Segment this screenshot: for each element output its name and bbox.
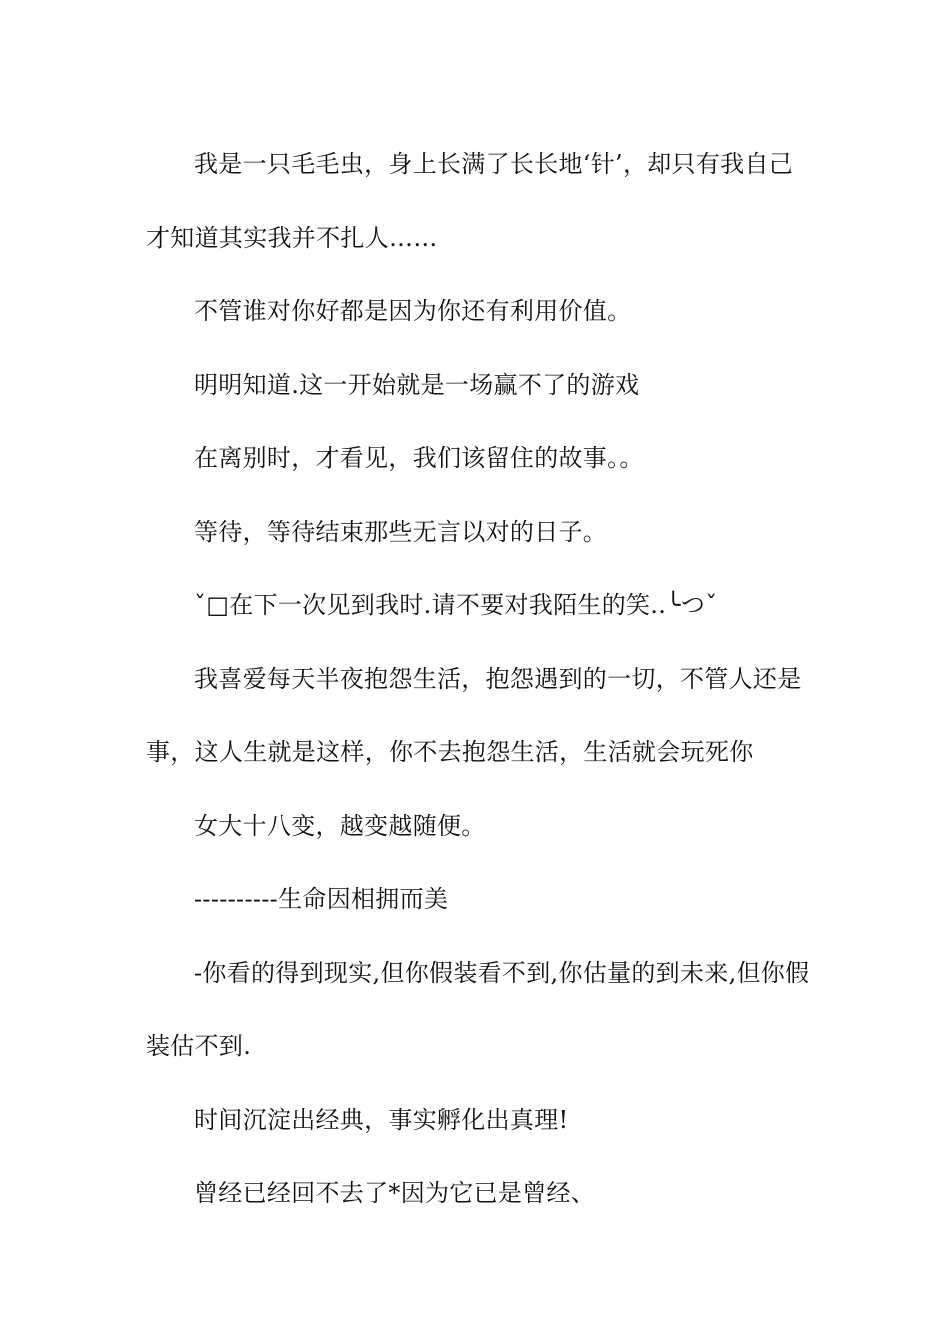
paragraph: 曾经已经回不去了*因为它已是曾经、 xyxy=(194,1179,596,1207)
paragraph: -你看的得到现实,但你假装看不到,你估量的到未来,但你假装估不到. xyxy=(146,958,810,1060)
paragraph: 在离别时，才看见，我们该留住的故事。。 xyxy=(194,444,644,472)
paragraph: 不管谁对你好都是因为你还有利用价值。 xyxy=(194,297,632,325)
document-body xyxy=(146,128,816,1231)
paragraph: 我是一只毛毛虫，身上长满了长长地‘针’，却只有我自己才知道其实我并不扎人…… xyxy=(146,150,794,252)
paragraph: 时间沉淀出经典，事实孵化出真理! xyxy=(194,1105,569,1134)
paragraph: 明明知道.这一开始就是一场赢不了的游戏 xyxy=(194,370,640,399)
paragraph: 等待，等待结束那些无言以对的日子。 xyxy=(194,517,608,546)
paragraph: 我喜爱每天半夜抱怨生活，抱怨遇到的一切，不管人还是事，这人生就是这样，你不去抱怨生活，生活就会玩死你 xyxy=(146,664,802,766)
paragraph: ˇ□在下一次见到我时.请不要对我陌生的笑..╰つˇ xyxy=(194,591,718,619)
paragraph: 女大十八变，越变越随便。 xyxy=(194,811,486,840)
paragraph: ----------生命因相拥而美 xyxy=(194,885,449,913)
